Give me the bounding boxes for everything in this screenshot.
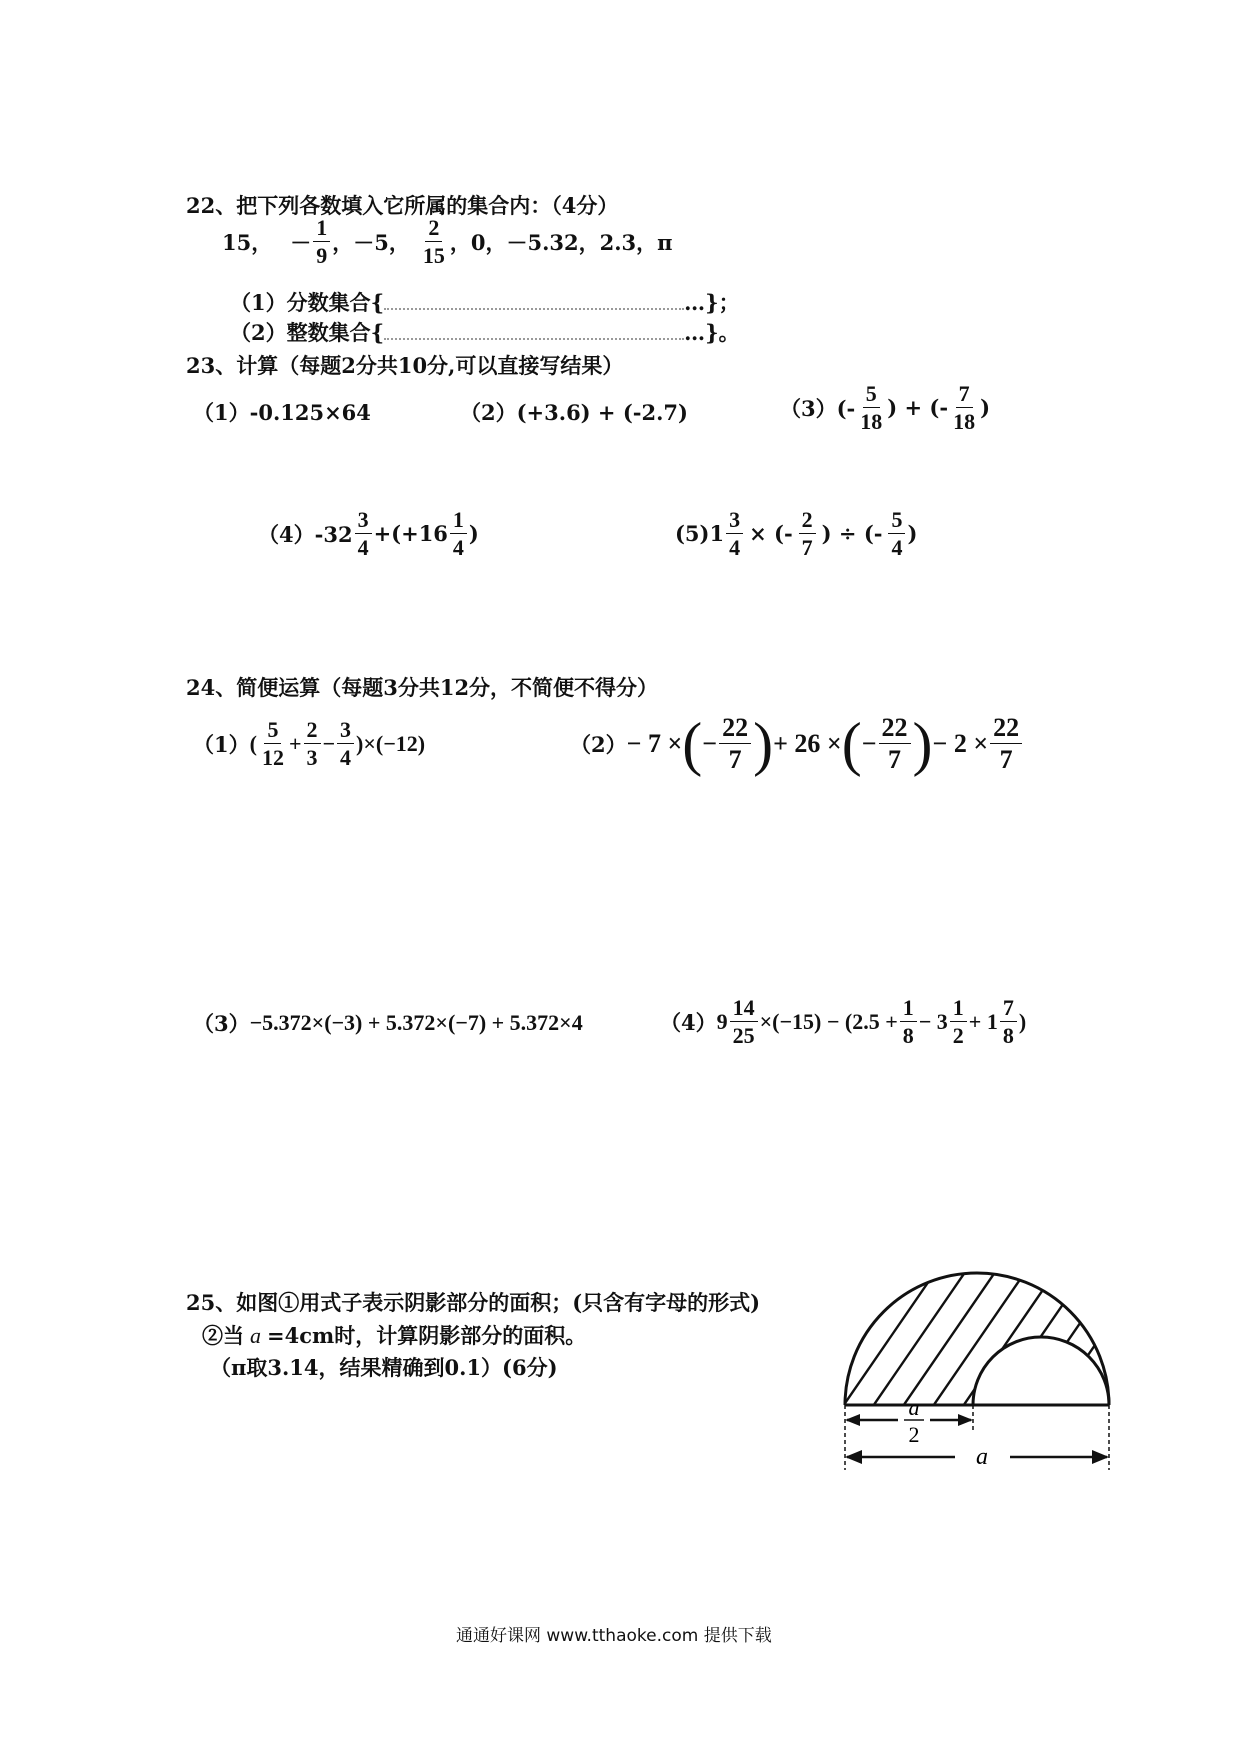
fig-half-den: 2: [908, 1422, 920, 1447]
half-arrowhead-left: [845, 1414, 860, 1426]
q22-n5: ，0，－5.32，2.3，π: [449, 229, 673, 255]
q24-title: 24、简便运算（每题3分共12分，不简便不得分）: [186, 675, 659, 700]
page-footer: 通通好课网 www.tthaoke.com 提供下载: [456, 1626, 772, 1646]
q22-set1: [230, 287, 740, 317]
full-arrowhead-right: [1092, 1450, 1109, 1464]
q22-set2: [230, 317, 740, 347]
q24-p1: （1） ( $\frac{5}{12}$ + $\frac{2}{3}$ − $\frac{3}{4}$ )×(−12): [193, 717, 426, 771]
hatch-lines: [830, 1265, 1120, 1425]
q24-p4: （4） 9 $\frac{14}{25}$ ×(−15) − (2.5 + $\frac{1}{8}$ − 3 $\frac{1}{2}$ + 1 $\frac{7}{8}$ ): [660, 995, 1027, 1049]
q22-numbers: [222, 216, 673, 267]
q25-line3: （π取3.14，结果精确到0.1）(6分): [210, 1355, 558, 1380]
q23-p1: （1）-0.125×64: [193, 400, 371, 425]
q22-set2-end: …}。: [684, 320, 740, 345]
fig-half-num: a: [908, 1395, 920, 1420]
q23-p3: （3）(- $\frac{5}{18}$ ) + (- $\frac{7}{18}$ ): [780, 381, 991, 435]
q24-p3: （3） −5.372×(−3) + 5.372×(−7) + 5.372×4: [193, 1010, 583, 1036]
full-arrowhead-left: [845, 1450, 862, 1464]
q22-n1: 15，: [222, 229, 273, 255]
q22-n4-fraction: $\frac{2}{15}$: [422, 215, 445, 269]
fig-full-label: a: [976, 1444, 988, 1470]
q22-set1-end: …}；: [684, 290, 740, 315]
q22-set2-label: （2）整数集合{: [230, 320, 385, 345]
q22-n2-fraction: $\frac{1}{9}$: [313, 216, 330, 267]
q22-n3: ，－5，: [332, 229, 410, 255]
q25-line2: ②当 a =4cm时，计算阴影部分的面积。: [202, 1323, 587, 1348]
q22-title: 22、把下列各数填入它所属的集合内：（4分）: [186, 193, 619, 218]
q22-set1-label: （1）分数集合{: [230, 290, 385, 315]
q22-n2-sign: －: [290, 229, 312, 255]
q25-figure: [830, 1265, 1120, 1495]
q25-line1: 25、如图①用式子表示阴影部分的面积；(只含有字母的形式): [186, 1290, 761, 1315]
small-semicircle: [973, 1337, 1109, 1405]
q23-p2: （2）(+3.6) + (-2.7): [460, 400, 688, 425]
half-arrowhead-right: [958, 1414, 973, 1426]
q23-title: 23、计算（每题2分共10分,可以直接写结果）: [186, 353, 624, 378]
q24-p2: （2） − 7 × ( − $\frac{22}{7}$ ) + 26 × ( − $\frac{22}{7}$ ) − 2 × $\frac{22}{7}$: [570, 714, 1024, 774]
q23-p4: （4）-32 $\frac{3}{4}$ +(+16 $\frac{1}{4}$ ): [258, 507, 479, 561]
q23-p5: (5)1 $\frac{3}{4}$ × (- $\frac{2}{7}$ ) ÷ (- $\frac{5}{4}$ ): [675, 507, 918, 561]
